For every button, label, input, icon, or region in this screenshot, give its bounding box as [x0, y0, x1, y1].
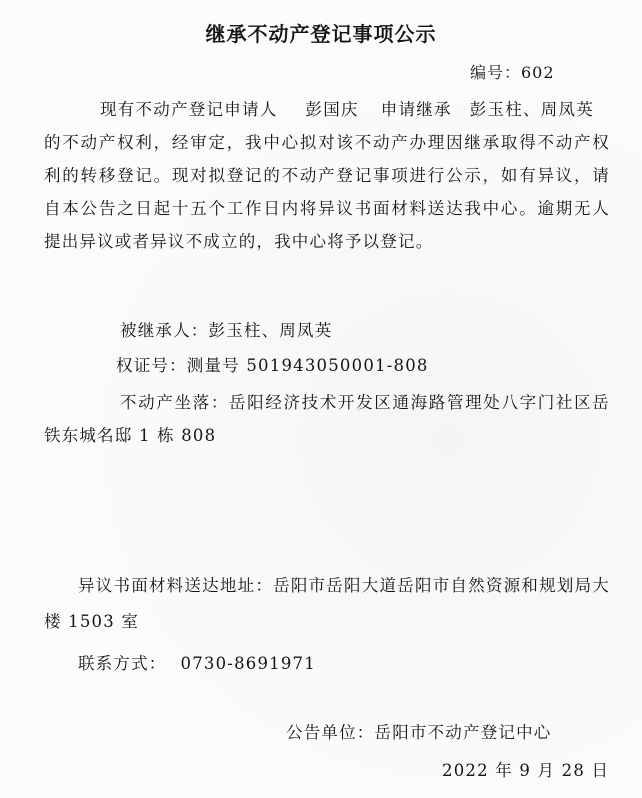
document-number: 编号：602 [470, 63, 555, 82]
apply-inherit-text: 申请继承 [380, 100, 452, 119]
certificate-number-line: 权证号：测量号 501943050001-808 [116, 356, 429, 375]
body-rest-text: 的不动产权利，经审定，我中心拟对该不动产办理因继承取得不动产权利的转移登记。现对拟登记的不动产登记事项进行公示，如有异议，请自本公告之日起十五个工作日内将异议书面材料送达我中心。逾期无人提出异议或者异议不成立的，我中心将予以登记。 [44, 133, 610, 251]
decedents-name-part2: 柱、周凤英 [505, 100, 594, 119]
contact-phone: 0730-8691971 [180, 654, 316, 673]
issuer-line: 公告单位：岳阳市不动产登记中心 [286, 723, 552, 742]
property-location-line: 不动产坐落：岳阳经济技术开发区通海路管理处八字门社区岳铁东城名邸 1 栋 808 [44, 393, 610, 445]
contact-label: 联系方式： [78, 654, 167, 673]
decedents-line: 被继承人：彭玉柱、周凤英 [120, 321, 333, 340]
objection-address-line: 异议书面材料送达地址：岳阳市岳阳大道岳阳市自然资源和规划局大楼 1503 室 [44, 576, 610, 631]
decedents-name-part1: 彭玉 [469, 100, 506, 119]
notice-title: 继承不动产登记事项公示 [205, 22, 437, 46]
notice-body-paragraph [44, 93, 610, 258]
notice-date: 2022 年 9 月 28 日 [442, 761, 610, 780]
applicant-name: 彭国庆 [305, 100, 359, 119]
applicant-prefix: 现有不动产登记申请人 [100, 100, 278, 119]
contact-line [78, 650, 316, 674]
